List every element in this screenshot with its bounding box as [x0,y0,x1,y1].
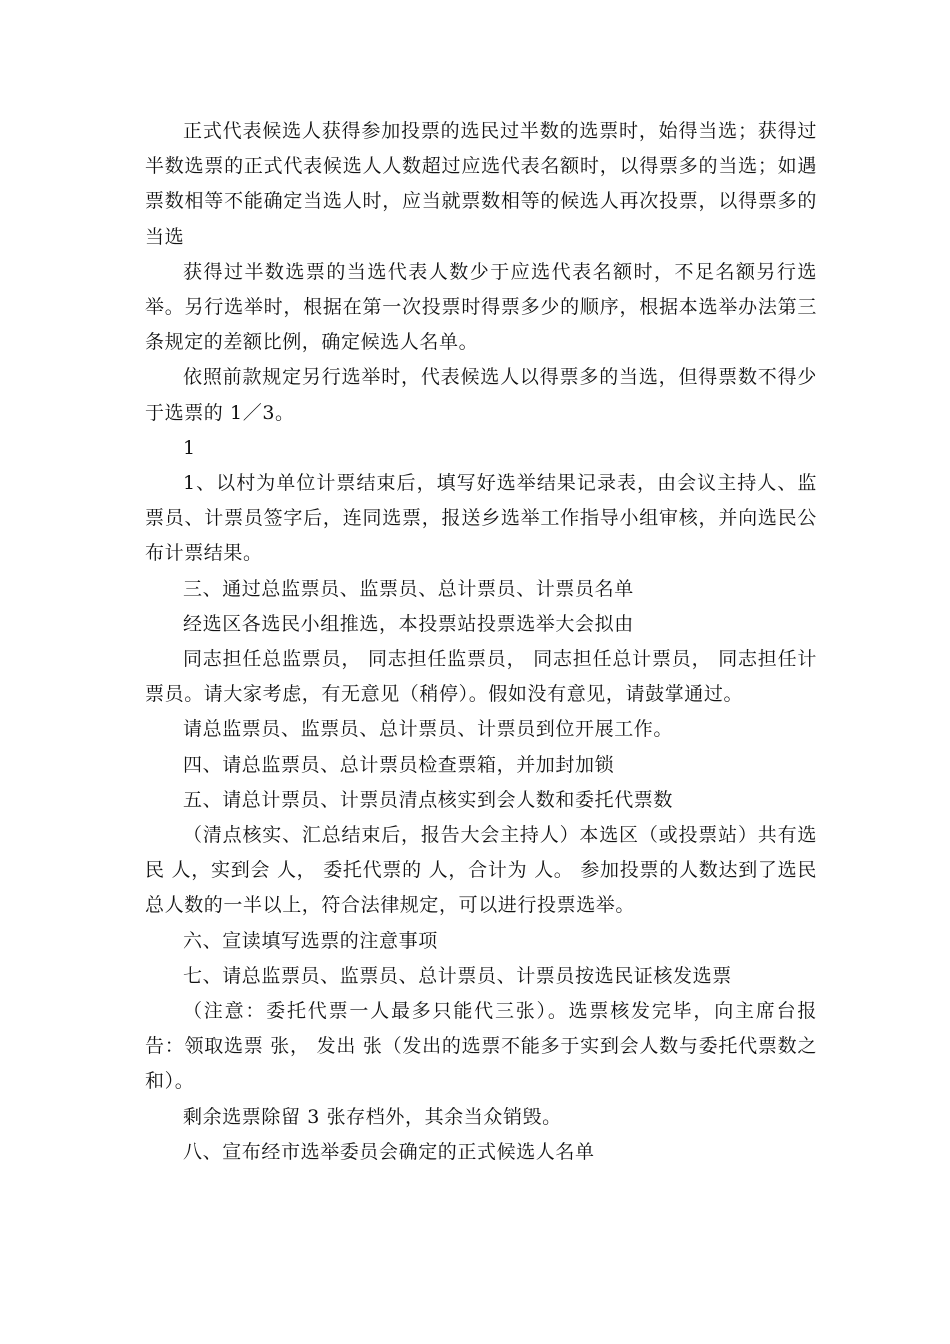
paragraph-13: 六、宣读填写选票的注意事项 [183,929,438,952]
paragraph-4: 1 [183,436,196,459]
paragraph-2: 获得过半数选票的当选代表人数少于应选代表名额时，不足名额另行选举。另行选举时，根据在第一次投票时得票多少的顺序，根据本选举办法第三条规定的差额比例，确定候选人名单。 [145,260,817,354]
paragraph-16: 剩余选票除留 3 张存档外，其余当众销毁。 [183,1105,562,1128]
paragraph-12: （清点核实、汇总结束后，报告大会主持人）本选区（或投票站）共有选民 人，实到会 人， 委托代票的 人，合计为 人。 参加投票的人数达到了选民总人数的一半以上，符合法律规定，可以进行投票选举。 [145,824,817,917]
paragraph-14: 七、请总监票员、监票员、总计票员、计票员按选民证核发选票 [183,964,732,987]
paragraph-8: 同志担任总监票员， 同志担任监票员， 同志担任总计票员， 同志担任计票员。请大家考虑，有无意见（稍停）。假如没有意见，请鼓掌通过。 [145,648,817,706]
paragraph-3: 依照前款规定另行选举时，代表候选人以得票多的当选，但得票数不得少于选票的 1／3。 [145,366,817,424]
paragraph-10: 四、请总监票员、总计票员检查票箱，并加封加锁 [183,753,615,776]
paragraph-11: 五、请总计票员、计票员清点核实到会人数和委托代票数 [183,788,674,811]
document-body [145,114,817,1170]
paragraph-1: 正式代表候选人获得参加投票的选民过半数的选票时，始得当选；获得过半数选票的正式代表候选人人数超过应选代表名额时，以得票多的当选；如遇票数相等不能确定当选人时，应当就票数相等的候选人再次投票，以得票多的当选 [145,120,817,248]
paragraph-15: （注意：委托代票一人最多只能代三张）。选票核发完毕，向主席台报告：领取选票 张， 发出 张（发出的选票不能多于实到会人数与委托代票数之和）。 [145,1000,817,1093]
paragraph-7: 经选区各选民小组推选，本投票站投票选举大会拟由 [183,612,634,635]
paragraph-17: 八、宣布经市选举委员会确定的正式候选人名单 [183,1140,595,1163]
paragraph-9: 请总监票员、监票员、总计票员、计票员到位开展工作。 [183,718,674,741]
paragraph-5: 1、以村为单位计票结束后，填写好选举结果记录表，由会议主持人、监票员、计票员签字后，连同选票，报送乡选举工作指导小组审核，并向选民公布计票结果。 [145,472,817,565]
paragraph-6: 三、通过总监票员、监票员、总计票员、计票员名单 [183,577,634,600]
